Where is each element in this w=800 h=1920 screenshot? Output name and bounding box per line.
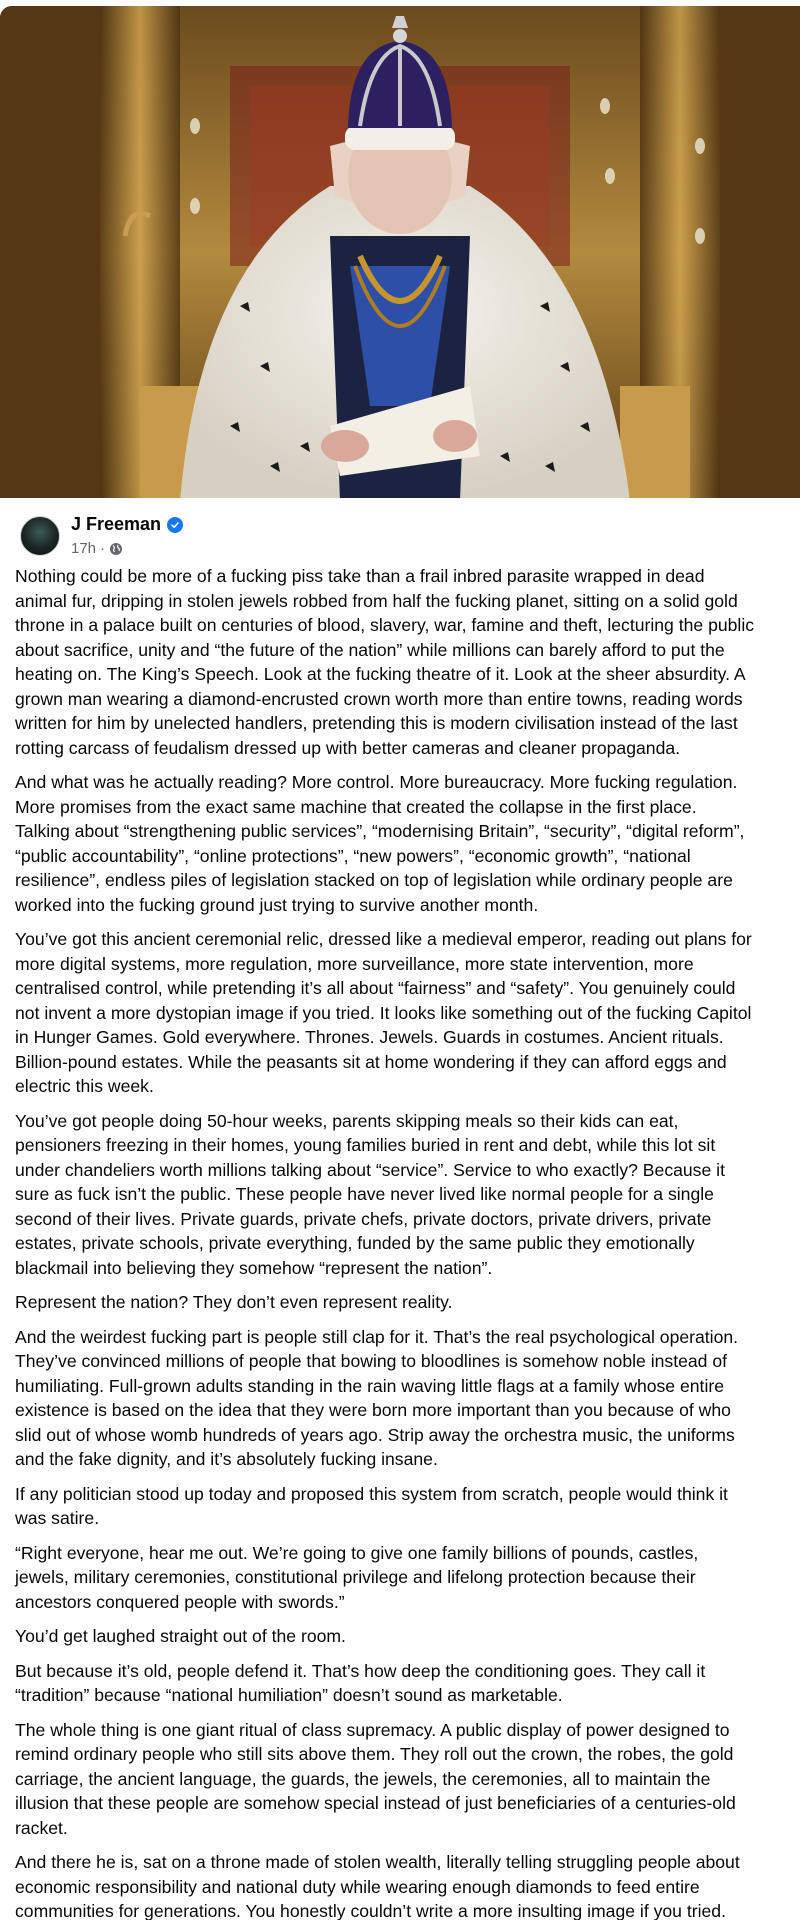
post-text-line: existence is based on the idea that they were born more important than you because of who	[15, 1400, 731, 1420]
post-text-line: resilience”, endless piles of legislation stacked on top of legislation while ordinary people are	[15, 870, 733, 890]
post-text-line: humiliating. Full-grown adults standing in the rain waving little flags at a family whose entire	[15, 1375, 724, 1396]
post-time[interactable]: 17h	[71, 540, 97, 557]
post-paragraph	[15, 1718, 800, 1841]
post-text-line: rotting carcass of feudalism dressed up with better cameras and cleaner propaganda.	[15, 737, 681, 758]
post-text-line: “tradition” because “national humiliation” doesn’t sound as marketable.	[15, 1685, 563, 1705]
post-meta	[71, 540, 123, 557]
post-text-line: was satire.	[15, 1508, 100, 1528]
post-paragraph	[15, 1325, 800, 1472]
post-text-line: “Right everyone, hear me out. We’re going to give one family billions of pounds, castles,	[15, 1542, 699, 1563]
post-text-line: economic responsibility and national duty while wearing enough diamonds to feed entire	[15, 1876, 700, 1897]
post-text-line: centralised control, while pretending it’s all about “fairness” and “safety”. You genuinely could	[15, 978, 736, 998]
post-text-line: carriage, the ancient language, the guards, the jewels, the ceremonies, all to maintain the	[15, 1768, 711, 1789]
verified-badge-icon	[167, 517, 183, 533]
post-text-line: You’d get laughed straight out of the room.	[15, 1626, 346, 1646]
post-text-line: If any politician stood up today and proposed this system from scratch, people would think it	[15, 1483, 728, 1504]
post-text-line: throne in a palace built on centuries of blood, slavery, war, famine and theft, lecturing the public	[15, 615, 755, 635]
post-text-line: racket.	[15, 1817, 68, 1838]
post-text-line: “public accountability”, “online protections”, “new powers”, “economic growth”, “national	[15, 845, 691, 866]
post-body	[15, 564, 800, 1920]
post-paragraph	[15, 1850, 800, 1920]
post-text-line: Billion-pound estates. While the peasants sit at home wondering if they can afford eggs and	[15, 1051, 727, 1072]
post-paragraph	[15, 770, 800, 917]
post-text-line: Nothing could be more of a fucking piss take than a frail inbred parasite wrapped in dead	[15, 566, 705, 586]
post-text-line: Talking about “strengthening public services”, “modernising Britain”, “security”, “digital reform”,	[15, 821, 745, 841]
avatar[interactable]	[20, 516, 60, 556]
post-text-line: They’ve convinced millions of people that bowing to bloodlines is somehow noble instead of	[15, 1351, 727, 1371]
post-photo[interactable]	[0, 6, 800, 498]
post-text-line: You’ve got people doing 50-hour weeks, parents skipping meals so their kids can eat,	[15, 1110, 679, 1131]
post-paragraph	[15, 1659, 800, 1708]
author-name[interactable]: J Freeman	[71, 514, 162, 534]
post-text-line: But because it’s old, people defend it. That’s how deep the conditioning goes. They call it	[15, 1660, 706, 1681]
post-text-line: about sacrifice, unity and “the future of the nation” while millions can barely afford to put the	[15, 639, 725, 660]
post-text-line: illusion that these people are somehow special instead of just beneficiaries of a centuries-old	[15, 1793, 736, 1813]
post-header	[20, 512, 780, 562]
post-text-line: You’ve got this ancient ceremonial relic, dressed like a medieval emperor, reading out plans for	[15, 929, 752, 949]
post-text-line: And there he is, sat on a throne made of stolen wealth, literally telling struggling people about	[15, 1852, 740, 1872]
post-paragraph	[15, 1624, 800, 1649]
post-text-line: electric this week.	[15, 1076, 154, 1096]
post-text-line: communities for generations. You honestly couldn’t write a more insulting image if you tried.	[15, 1901, 726, 1920]
post-text-line: in Hunger Games. Gold everywhere. Thrones. Jewels. Guards in costumes. Ancient rituals.	[15, 1027, 724, 1047]
post-text-line: worked into the fucking ground just trying to survive another month.	[15, 894, 539, 915]
author-row	[71, 514, 183, 535]
post-text-line: estates, private schools, private everything, funded by the same public they emotionally	[15, 1233, 695, 1253]
post-paragraph	[15, 1109, 800, 1281]
post-text-line: blackmail into believing they somehow “represent the nation”.	[15, 1257, 493, 1278]
post-paragraph	[15, 1541, 800, 1615]
globe-icon	[109, 542, 123, 556]
post-paragraph	[15, 1482, 800, 1531]
post-paragraph	[15, 564, 800, 760]
post-text-line: jewels, military ceremonies, constitutional privilege and lifelong protection because their	[15, 1567, 696, 1587]
meta-separator: ·	[100, 540, 106, 557]
post-text-line: Represent the nation? They don’t even represent reality.	[15, 1292, 453, 1312]
post-text-line: More promises from the exact same machine that created the collapse in the first place.	[15, 796, 697, 817]
post-text-line: pensioners freezing in their homes, young families buried in rent and debt, while this lot sit	[15, 1135, 716, 1155]
post-text-line: more digital systems, more regulation, more surveillance, more state intervention, more	[15, 953, 694, 974]
post-text-line: ancestors conquered people with swords.”	[15, 1591, 345, 1612]
post-text-line: And what was he actually reading? More control. More bureaucracy. More fucking regulation.	[15, 772, 738, 792]
post-text-line: not invent a more dystopian image if you tried. It looks like something out of the fucking Capitol	[15, 1002, 752, 1023]
post-paragraph	[15, 927, 800, 1099]
post-text-line: heating on. The King’s Speech. Look at the fucking theatre of it. Look at the sheer absurdity. A	[15, 664, 746, 684]
post-text-line: under chandeliers worth millions talking about “service”. Service to who exactly? Because it	[15, 1159, 725, 1180]
post-text-line: grown man wearing a diamond-encrusted crown worth more than entire towns, reading words	[15, 688, 743, 709]
post-text-line: animal fur, dripping in stolen jewels robbed from half the fucking planet, sitting on a solid gold	[15, 590, 738, 611]
photo-illustration	[0, 6, 800, 498]
post-text-line: second of their lives. Private guards, private chefs, private doctors, private drivers, private	[15, 1208, 712, 1229]
post-text-line: written for him by unelected handlers, pretending this is modern civilisation instead of the last	[15, 713, 738, 733]
post-text-line: The whole thing is one giant ritual of class supremacy. A public display of power designed to	[15, 1719, 730, 1740]
post-text-line: remind ordinary people who still sits above them. They roll out the crown, the robes, the gold	[15, 1744, 734, 1764]
post-text-line: and the fake dignity, and it’s absolutely fucking insane.	[15, 1449, 438, 1469]
post-text-line: And the weirdest fucking part is people still clap for it. That’s the real psychological operation.	[15, 1326, 739, 1347]
post-paragraph	[15, 1290, 800, 1315]
post-text-line: slid out of whose womb hundreds of years ago. Strip away the orchestra music, the uniforms	[15, 1424, 735, 1445]
post-text-line: sure as fuck isn’t the public. These people have never lived like normal people for a single	[15, 1184, 714, 1204]
